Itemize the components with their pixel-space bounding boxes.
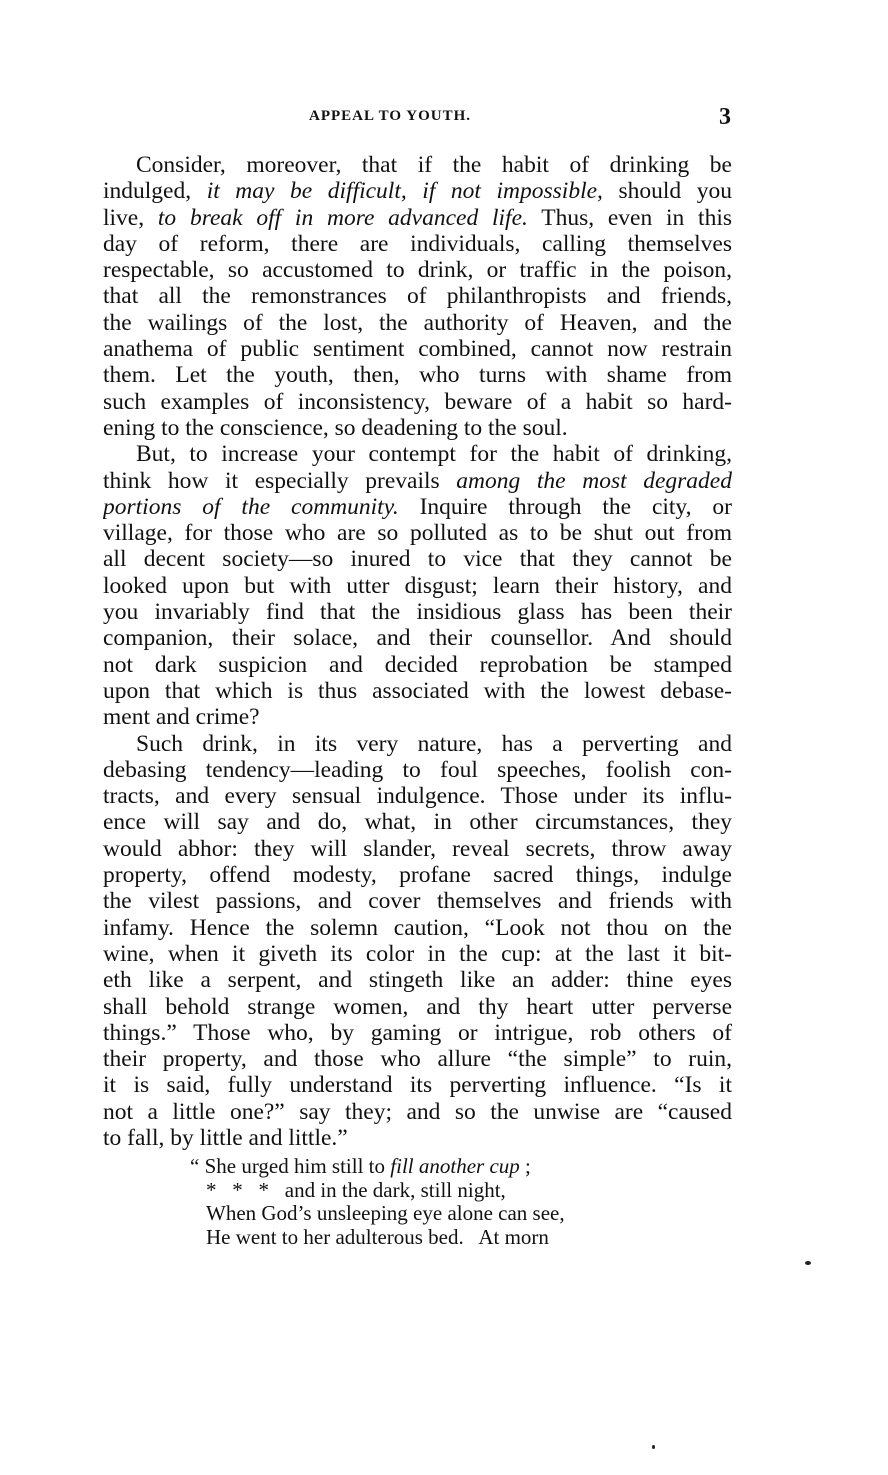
text-segment: shall behold strange women, and thy heart utter perverse — [103, 993, 732, 1020]
text-segment: Such drink, in its very nature, has a perverting and — [136, 730, 732, 757]
italic-text: it may be difficult, if not impossible, — [206, 178, 603, 205]
text-segment: But, to increase your contempt for the habit of drinking, — [136, 441, 732, 468]
text-segment: looked upon but with utter disgust; learn their history, and — [103, 572, 732, 599]
text-segment: all decent society—so inured to vice that they cannot be — [103, 546, 732, 573]
text-line — [103, 336, 732, 362]
scan-speck — [652, 1445, 655, 1449]
text-segment: property, offend modesty, profane sacred things, indulge — [103, 862, 732, 889]
scan-speck — [805, 1261, 811, 1265]
text-line — [103, 389, 732, 415]
verse-quotation — [190, 1155, 565, 1249]
text-segment: wine, when it giveth its color in the cup: at the last it bit- — [103, 940, 732, 967]
text-line — [103, 783, 732, 809]
text-line — [103, 152, 732, 178]
text-segment: anathema of public sentiment combined, cannot now restrain — [103, 336, 732, 363]
text-segment: infamy. Hence the solemn caution, “Look not thou on the — [103, 914, 732, 941]
body-text — [103, 152, 732, 1151]
italic-text: among the most degraded — [456, 467, 732, 494]
text-segment: things.” Those who, by gaming or intrigue, rob others of — [103, 1019, 732, 1046]
text-segment: think how it especially prevails — [103, 467, 457, 494]
text-segment: you invariably find that the insidious glass has been their — [103, 599, 732, 626]
text-segment: He went to her adulterous bed. At morn — [206, 1224, 549, 1249]
text-line — [103, 704, 732, 730]
text-segment: ening to the conscience, so deadening to the soul. — [103, 414, 568, 441]
text-line — [103, 652, 732, 678]
text-segment: Consider, moreover, that if the habit of drinking be — [136, 152, 732, 178]
text-segment: tracts, and every sensual indulgence. Those under its influ- — [103, 783, 732, 810]
text-line — [103, 731, 732, 757]
text-line — [103, 468, 732, 494]
text-segment: Inquire through the city, or — [398, 493, 732, 520]
text-line — [103, 757, 732, 783]
text-line — [103, 1072, 732, 1098]
text-line — [103, 205, 732, 231]
text-segment: should you — [602, 178, 732, 205]
text-segment: indulged, — [103, 178, 207, 205]
italic-text: to break off in more advanced life. — [157, 204, 528, 231]
text-segment: the wailings of the lost, the authority of Heaven, and the — [103, 309, 732, 336]
text-line — [103, 573, 732, 599]
text-line — [103, 1020, 732, 1046]
text-segment: debasing tendency—leading to foul speeches, foolish con- — [103, 756, 732, 783]
text-segment: them. Let the youth, then, who turns with shame from — [103, 362, 732, 389]
italic-text: fill another cup — [390, 1154, 520, 1178]
page-number: 3 — [719, 104, 731, 130]
text-line — [103, 178, 732, 204]
text-segment: such examples of inconsistency, beware of a habit so hard- — [103, 388, 732, 415]
text-line — [103, 809, 732, 835]
text-segment: that all the remonstrances of philanthropists and friends, — [103, 283, 732, 310]
text-line — [103, 599, 732, 625]
text-line — [103, 1046, 732, 1072]
text-segment: to fall, by little and little.” — [103, 1124, 348, 1151]
text-segment: When God’s unsleeping eye alone can see, — [206, 1201, 565, 1225]
text-line — [103, 862, 732, 888]
text-segment: respectable, so accustomed to drink, or traffic in the poison, — [103, 257, 732, 284]
text-line — [103, 520, 732, 546]
text-segment: day of reform, there are individuals, calling themselves — [103, 230, 732, 257]
text-segment: village, for those who are so polluted as to be shut out from — [103, 520, 732, 547]
text-line — [103, 310, 732, 336]
text-segment: companion, their solace, and their counsellor. And should — [103, 625, 732, 652]
text-line — [103, 1125, 732, 1151]
text-line — [103, 625, 732, 651]
text-line — [103, 441, 732, 467]
text-line — [103, 994, 732, 1020]
verse-line — [190, 1179, 565, 1203]
text-segment: upon that which is thus associated with the lowest debase- — [103, 677, 732, 704]
text-segment: would abhor: they will slander, reveal secrets, throw away — [103, 835, 732, 862]
text-segment: it is said, fully understand its perverting influence. “Is it — [103, 1072, 732, 1099]
text-line — [103, 283, 732, 309]
text-segment: ; — [519, 1154, 531, 1178]
italic-text: portions of the community. — [103, 493, 399, 520]
text-line — [103, 678, 732, 704]
text-segment: ence will say and do, what, in other circumstances, they — [103, 809, 732, 836]
text-segment: the vilest passions, and cover themselves and friends with — [103, 888, 732, 915]
text-segment: live, — [103, 204, 158, 231]
text-line — [103, 231, 732, 257]
text-line — [103, 941, 732, 967]
text-line — [103, 888, 732, 914]
verse-line — [190, 1155, 565, 1179]
text-segment: Thus, even in this — [527, 204, 732, 231]
text-line — [103, 546, 732, 572]
text-line — [103, 362, 732, 388]
text-line — [103, 836, 732, 862]
text-line — [103, 915, 732, 941]
text-segment: not dark suspicion and decided reprobation be stamped — [103, 651, 732, 678]
text-segment: not a little one?” say they; and so the unwise are “caused — [103, 1098, 732, 1125]
text-line — [103, 1099, 732, 1125]
text-line — [103, 415, 732, 441]
text-line — [103, 257, 732, 283]
text-segment: their property, and those who allure “the simple” to ruin, — [103, 1046, 732, 1073]
text-line — [103, 494, 732, 520]
text-segment: ment and crime? — [103, 704, 260, 731]
verse-line — [190, 1202, 565, 1226]
text-segment: * * * and in the dark, still night, — [206, 1177, 506, 1202]
text-segment: eth like a serpent, and stingeth like an adder: thine eyes — [103, 967, 732, 994]
text-line — [103, 967, 732, 993]
text-segment: “ She urged him still to — [190, 1154, 391, 1178]
verse-line — [190, 1226, 565, 1250]
running-title: APPEAL TO YOUTH. — [308, 108, 471, 124]
